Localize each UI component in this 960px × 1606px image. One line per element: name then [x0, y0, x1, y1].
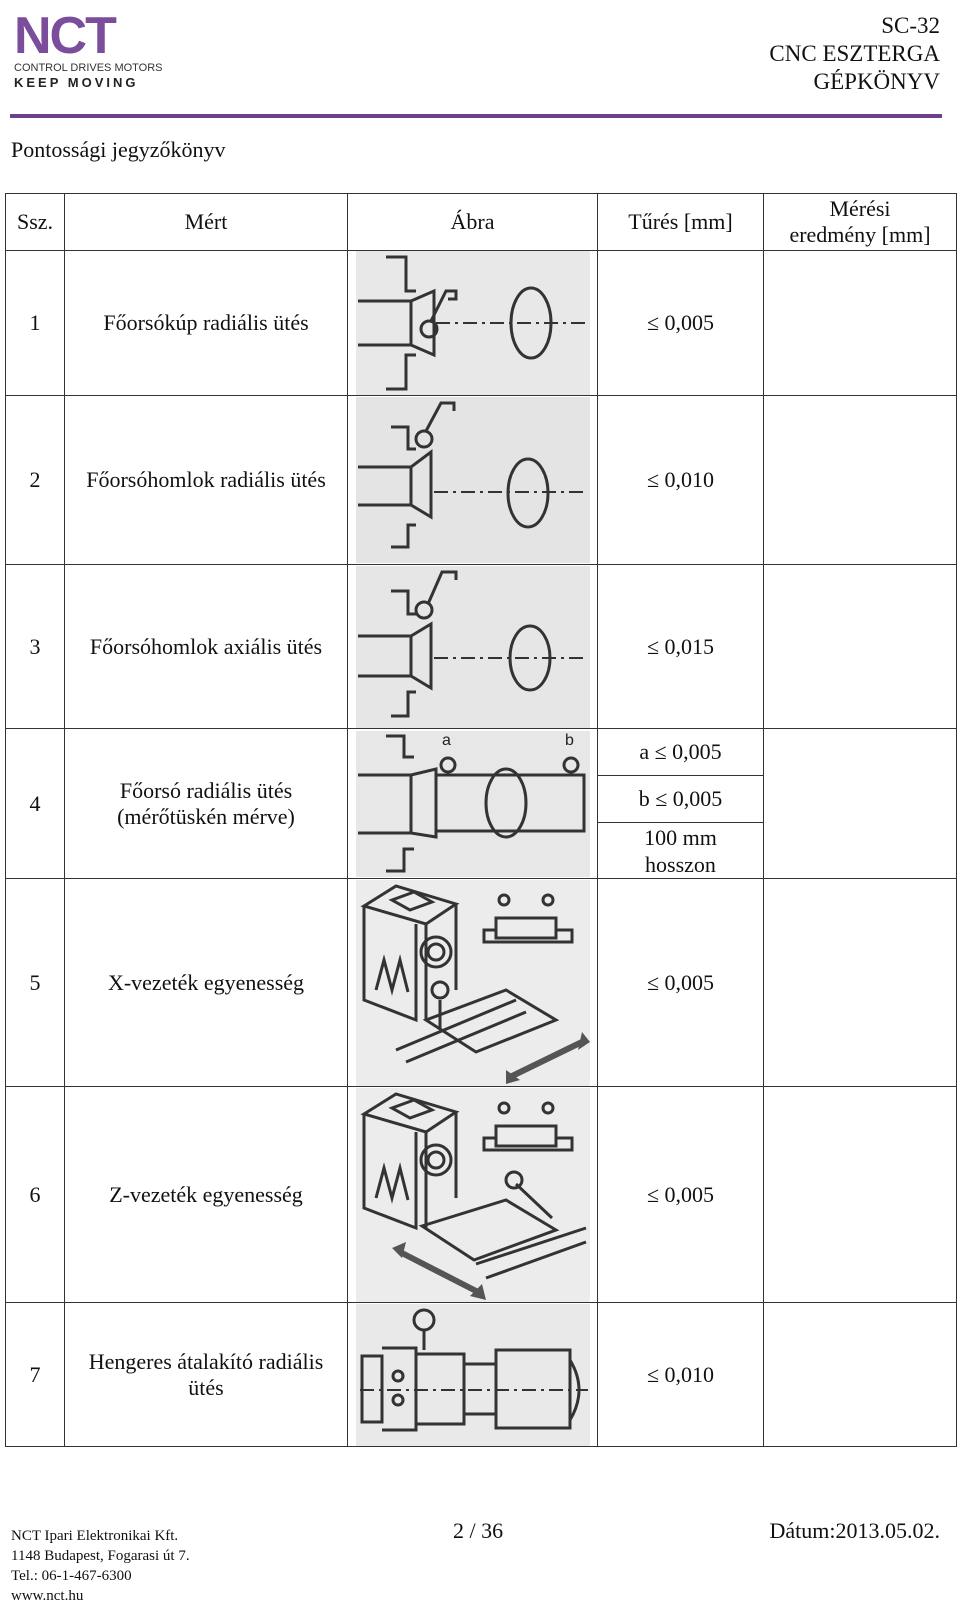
row-num: 5: [6, 879, 65, 1087]
row-num: 3: [6, 565, 65, 729]
row-tolerance-split: [598, 729, 764, 879]
logo-wordmark: NCT: [14, 7, 115, 65]
footer-address: 1148 Budapest, Fogarasi út 7.: [11, 1548, 190, 1564]
row-num: 2: [6, 396, 65, 565]
tolerance-b: b ≤ 0,005: [598, 776, 763, 823]
spindle-cone-radial-runout-figure: [356, 251, 590, 395]
row-tolerance: ≤ 0,010: [598, 396, 764, 565]
table-row: [6, 396, 957, 565]
row-result: [764, 1087, 957, 1303]
header-figure: Ábra: [348, 194, 598, 251]
table-row: [6, 729, 957, 879]
row-tolerance: ≤ 0,005: [598, 1087, 764, 1303]
row-result: [764, 251, 957, 396]
document-header: [769, 12, 940, 96]
footer-web: www.nct.hu: [11, 1588, 84, 1604]
header-measured: Mért: [65, 194, 348, 251]
table-row: [6, 565, 957, 729]
footer-phone: Tel.: 06-1-467-6300: [11, 1568, 132, 1584]
row-result: [764, 729, 957, 879]
row-result: [764, 565, 957, 729]
page-title: Pontossági jegyzőkönyv: [11, 137, 226, 162]
spindle-face-axial-runout-figure: [356, 566, 590, 728]
row-result: [764, 1303, 957, 1447]
row-result: [764, 396, 957, 565]
x-guide-straightness-figure: [356, 880, 590, 1086]
tolerance-a: a ≤ 0,005: [598, 729, 763, 776]
label-a: a: [441, 731, 451, 749]
row-measured: Főorsóhomlok axiális ütés: [65, 565, 348, 729]
table-header-row: [6, 194, 957, 251]
footer-company: NCT Ipari Elektronikai Kft.: [11, 1528, 179, 1544]
row-num: 7: [6, 1303, 65, 1447]
table-row: [6, 879, 957, 1087]
tolerance-length: 100 mm hosszon: [644, 824, 717, 877]
spindle-face-radial-runout-figure: [356, 397, 590, 563]
doc-code: SC-32: [881, 13, 940, 38]
row-num: 4: [6, 729, 65, 879]
row-num: 6: [6, 1087, 65, 1303]
row-measured: Főorsókúp radiális ütés: [65, 251, 348, 396]
table-row: [6, 1303, 957, 1447]
table-row: [6, 251, 957, 396]
test-mandrel-runout-figure: [356, 731, 590, 877]
header-tolerance: Tűrés [mm]: [598, 194, 764, 251]
row-measured: Főorsó radiális ütés (mérőtüskén mérve): [65, 729, 348, 879]
logo-tagline: CONTROL DRIVES MOTORS: [14, 62, 163, 74]
cylindrical-adapter-runout-figure: [356, 1304, 590, 1446]
label-b: b: [564, 731, 574, 749]
row-measured: Főorsóhomlok radiális ütés: [65, 396, 348, 565]
accuracy-table: [5, 193, 957, 1447]
row-num: 1: [6, 251, 65, 396]
logo-slogan: KEEP MOVING: [14, 75, 139, 90]
row-result: [764, 879, 957, 1087]
row-measured: Z-vezeték egyenesség: [65, 1087, 348, 1303]
machine-name: CNC ESZTERGA: [769, 41, 940, 66]
row-tolerance: ≤ 0,015: [598, 565, 764, 729]
row-tolerance: ≤ 0,005: [598, 879, 764, 1087]
row-tolerance: ≤ 0,010: [598, 1303, 764, 1447]
table-row: [6, 1087, 957, 1303]
header-divider: [10, 114, 942, 118]
header-result: Mérési eredmény [mm]: [764, 194, 957, 251]
document-date: Dátum:2013.05.02.: [769, 1518, 940, 1543]
book-name: GÉPKÖNYV: [813, 69, 940, 94]
nct-logo: [14, 7, 164, 100]
row-measured: Hengeres átalakító radiális ütés: [65, 1303, 348, 1447]
page-number: 2 / 36: [453, 1518, 504, 1543]
header-num: Ssz.: [6, 194, 65, 251]
row-measured: X-vezeték egyenesség: [65, 879, 348, 1087]
row-tolerance: ≤ 0,005: [598, 251, 764, 396]
footer-company-info: [11, 1526, 190, 1606]
z-guide-straightness-figure: [356, 1088, 590, 1302]
